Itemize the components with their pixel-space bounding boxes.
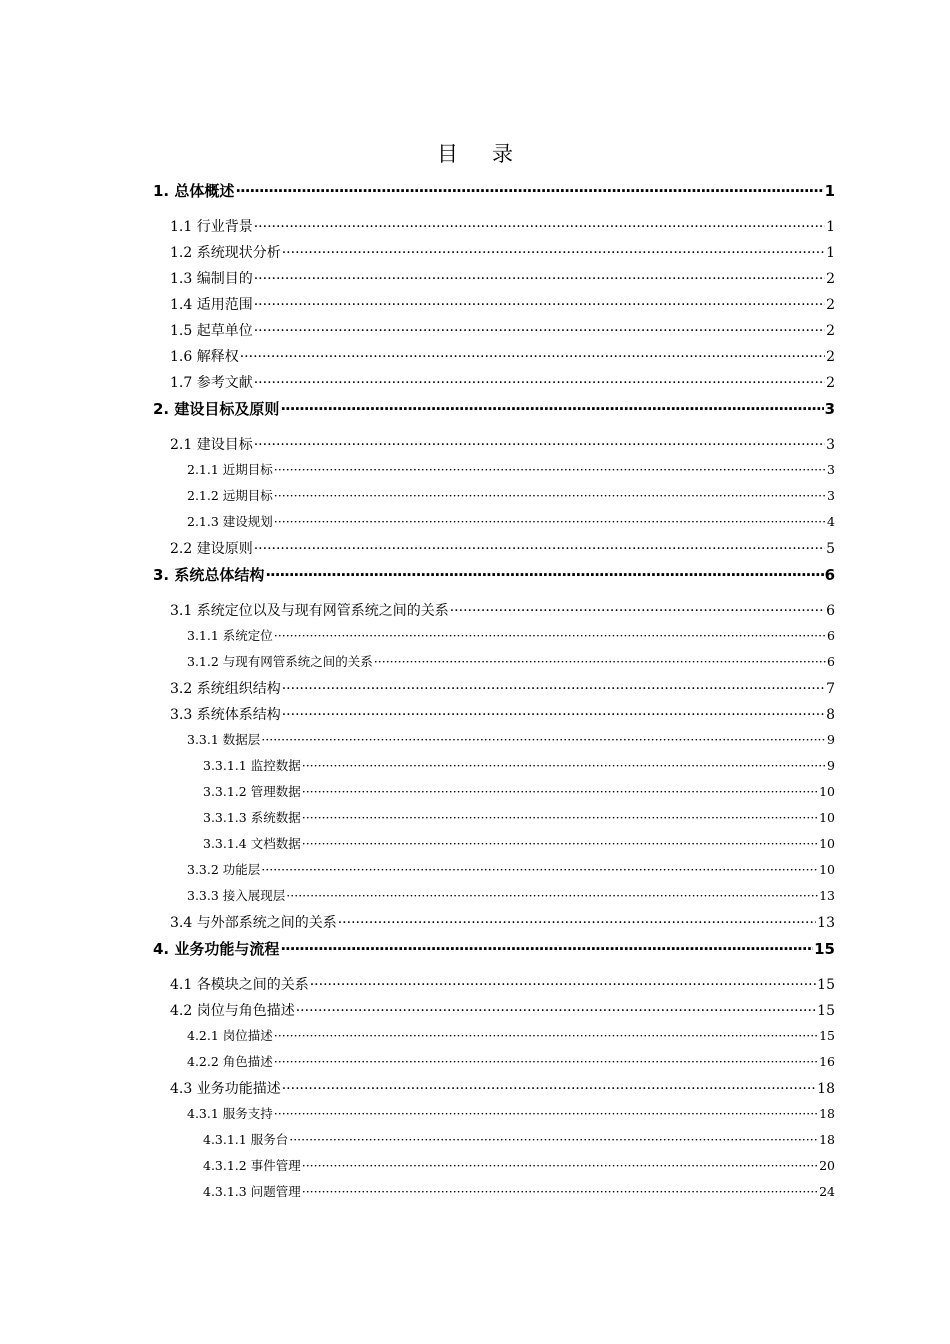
toc-entry-label: 4.2.1 岗位描述 xyxy=(187,1028,273,1043)
toc-entry-label: 3.3 系统体系结构 xyxy=(170,707,281,723)
toc-leader-dots xyxy=(274,1028,818,1043)
toc-leader-dots xyxy=(302,1184,818,1199)
toc-entry-page-number: 2 xyxy=(826,375,835,391)
toc-entry[interactable] xyxy=(170,320,835,340)
toc-entry-label: 4. 业务功能与流程 xyxy=(153,940,280,958)
toc-leader-dots xyxy=(265,566,823,584)
toc-entry[interactable] xyxy=(187,626,835,644)
toc-entry-label: 3.3.3 接入展现层 xyxy=(187,888,286,903)
toc-entry[interactable] xyxy=(170,216,835,236)
toc-entry-page-number: 18 xyxy=(819,1132,835,1147)
toc-entry-page-number: 2 xyxy=(826,297,835,313)
toc-entry[interactable] xyxy=(203,1130,835,1148)
toc-entry[interactable] xyxy=(170,242,835,262)
toc-entry[interactable] xyxy=(187,460,835,478)
toc-entry[interactable] xyxy=(153,938,835,959)
toc-leader-dots xyxy=(254,297,825,313)
toc-entry[interactable] xyxy=(170,346,835,366)
toc-entry[interactable] xyxy=(187,730,835,748)
toc-entry-label: 1. 总体概述 xyxy=(153,182,235,200)
toc-leader-dots xyxy=(274,514,826,529)
toc-leader-dots xyxy=(302,1158,818,1173)
toc-entry-label: 3.3.2 功能层 xyxy=(187,862,261,877)
toc-leader-dots xyxy=(240,349,825,365)
toc-entry[interactable] xyxy=(203,1156,835,1174)
toc-leader-dots xyxy=(254,375,825,391)
toc-entry-page-number: 15 xyxy=(814,940,835,958)
toc-leader-dots xyxy=(235,182,823,200)
toc-entry-page-number: 2 xyxy=(826,349,835,365)
toc-leader-dots xyxy=(374,654,826,669)
toc-leader-dots xyxy=(296,1003,816,1019)
toc-entry-label: 3.3.1 数据层 xyxy=(187,732,261,747)
toc-leader-dots xyxy=(282,707,825,723)
toc-entry-page-number: 15 xyxy=(819,1028,835,1043)
toc-entry[interactable] xyxy=(153,180,835,201)
toc-entry-page-number: 6 xyxy=(827,628,835,643)
toc-entry-page-number: 13 xyxy=(817,915,835,931)
toc-entry-label: 1.7 参考文献 xyxy=(170,375,253,391)
toc-leader-dots xyxy=(274,462,826,477)
toc-entry-label: 4.3.1 服务支持 xyxy=(187,1106,273,1121)
toc-leader-dots xyxy=(254,219,825,235)
toc-entry[interactable] xyxy=(187,1026,835,1044)
toc-leader-dots xyxy=(338,915,816,931)
toc-entry-label: 2.1 建设目标 xyxy=(170,437,253,453)
toc-leader-dots xyxy=(289,1132,818,1147)
toc-entry-page-number: 2 xyxy=(826,323,835,339)
toc-entry-page-number: 10 xyxy=(819,836,835,851)
toc-entry-page-number: 6 xyxy=(824,566,835,584)
toc-leader-dots xyxy=(274,1054,818,1069)
toc-entry-page-number: 10 xyxy=(819,810,835,825)
page-title: 目录 xyxy=(437,142,547,166)
toc-entry[interactable] xyxy=(187,860,835,878)
toc-entry-page-number: 1 xyxy=(824,182,835,200)
toc-entry-label: 2.1.3 建设规划 xyxy=(187,514,273,529)
toc-entry-label: 3.3.1.2 管理数据 xyxy=(203,784,301,799)
toc-leader-dots xyxy=(254,437,825,453)
toc-entry-label: 1.4 适用范围 xyxy=(170,297,253,313)
toc-entry-page-number: 10 xyxy=(819,784,835,799)
toc-entry-label: 3.3.1.4 文档数据 xyxy=(203,836,301,851)
toc-entry[interactable] xyxy=(170,1078,835,1098)
toc-entry[interactable] xyxy=(170,434,835,454)
toc-entry-label: 4.3.1.2 事件管理 xyxy=(203,1158,301,1173)
toc-entry-page-number: 5 xyxy=(826,541,835,557)
toc-leader-dots xyxy=(450,603,825,619)
toc-entry-page-number: 3 xyxy=(827,488,835,503)
toc-entry-label: 3.1.2 与现有网管系统之间的关系 xyxy=(187,654,373,669)
toc-entry[interactable] xyxy=(187,486,835,504)
toc-entry-label: 3.3.1.1 监控数据 xyxy=(203,758,301,773)
toc-entry-label: 3.2 系统组织结构 xyxy=(170,681,281,697)
toc-entry-page-number: 20 xyxy=(819,1158,835,1173)
toc-leader-dots xyxy=(280,400,823,418)
toc-entry[interactable] xyxy=(203,834,835,852)
toc-entry[interactable] xyxy=(203,782,835,800)
toc-entry-page-number: 2 xyxy=(826,271,835,287)
toc-leader-dots xyxy=(254,271,825,287)
toc-leader-dots xyxy=(261,732,826,747)
toc-leader-dots xyxy=(254,323,825,339)
toc-entry-label: 4.3 业务功能描述 xyxy=(170,1081,281,1097)
toc-entry-page-number: 3 xyxy=(826,437,835,453)
toc-leader-dots xyxy=(274,488,826,503)
toc-entry-page-number: 7 xyxy=(826,681,835,697)
toc-entry[interactable] xyxy=(203,808,835,826)
toc-entry-label: 4.1 各模块之间的关系 xyxy=(170,977,309,993)
toc-entry[interactable] xyxy=(187,652,835,670)
toc-entry-page-number: 24 xyxy=(819,1184,835,1199)
toc-entry-label: 4.3.1.3 问题管理 xyxy=(203,1184,301,1199)
toc-entry-page-number: 6 xyxy=(826,603,835,619)
toc-entry-label: 1.3 编制目的 xyxy=(170,271,253,287)
toc-entry-label: 2.1.2 远期目标 xyxy=(187,488,273,503)
toc-entry[interactable] xyxy=(170,268,835,288)
toc-entry[interactable] xyxy=(170,974,835,994)
toc-entry-page-number: 18 xyxy=(817,1081,835,1097)
toc-leader-dots xyxy=(286,888,818,903)
toc-entry-label: 1.2 系统现状分析 xyxy=(170,245,281,261)
toc-leader-dots xyxy=(302,784,818,799)
toc-entry[interactable] xyxy=(170,372,835,392)
toc-entry[interactable] xyxy=(153,564,835,585)
toc-entry-page-number: 9 xyxy=(827,732,835,747)
toc-entry[interactable] xyxy=(170,678,835,698)
toc-leader-dots xyxy=(302,836,818,851)
toc-leader-dots xyxy=(274,1106,818,1121)
toc-entry[interactable] xyxy=(170,294,835,314)
toc-leader-dots xyxy=(254,541,825,557)
toc-entry[interactable] xyxy=(187,1104,835,1122)
toc-entry-label: 1.1 行业背景 xyxy=(170,219,253,235)
toc-entry-page-number: 15 xyxy=(817,1003,835,1019)
toc-leader-dots xyxy=(310,977,816,993)
toc-entry[interactable] xyxy=(170,538,835,558)
toc-entry-label: 4.3.1.1 服务台 xyxy=(203,1132,289,1147)
toc-entry-page-number: 1 xyxy=(826,219,835,235)
toc-entry[interactable] xyxy=(170,912,835,932)
toc-entry[interactable] xyxy=(187,1052,835,1070)
toc-leader-dots xyxy=(274,628,826,643)
toc-entry-label: 4.2.2 角色描述 xyxy=(187,1054,273,1069)
toc-entry[interactable] xyxy=(187,512,835,530)
toc-entry[interactable] xyxy=(153,398,835,419)
toc-entry[interactable] xyxy=(170,704,835,724)
toc-entry-label: 4.2 岗位与角色描述 xyxy=(170,1003,295,1019)
toc-entry-page-number: 3 xyxy=(824,400,835,418)
toc-entry-page-number: 18 xyxy=(819,1106,835,1121)
toc-entry-page-number: 6 xyxy=(827,654,835,669)
toc-leader-dots xyxy=(282,1081,816,1097)
toc-entry-page-number: 10 xyxy=(819,862,835,877)
toc-entry-page-number: 13 xyxy=(819,888,835,903)
toc-entry-page-number: 3 xyxy=(827,462,835,477)
toc-leader-dots xyxy=(302,810,818,825)
toc-entry-page-number: 15 xyxy=(817,977,835,993)
toc-entry-page-number: 9 xyxy=(827,758,835,773)
toc-leader-dots xyxy=(302,758,826,773)
toc-entry-page-number: 1 xyxy=(826,245,835,261)
toc-entry-label: 1.5 起草单位 xyxy=(170,323,253,339)
toc-entry-label: 3.4 与外部系统之间的关系 xyxy=(170,915,337,931)
toc-entry-label: 2.1.1 近期目标 xyxy=(187,462,273,477)
toc-entry[interactable] xyxy=(170,1000,835,1020)
toc-entry-label: 3.1.1 系统定位 xyxy=(187,628,273,643)
toc-entry[interactable] xyxy=(187,886,835,904)
toc-entry[interactable] xyxy=(170,600,835,620)
toc-entry-page-number: 16 xyxy=(819,1054,835,1069)
toc-leader-dots xyxy=(280,940,813,958)
toc-entry-label: 2.2 建设原则 xyxy=(170,541,253,557)
toc-leader-dots xyxy=(261,862,818,877)
toc-entry[interactable] xyxy=(203,756,835,774)
toc-entry-label: 2. 建设目标及原则 xyxy=(153,400,280,418)
toc-entry-label: 3. 系统总体结构 xyxy=(153,566,265,584)
toc-leader-dots xyxy=(282,681,825,697)
toc-entry-page-number: 8 xyxy=(826,707,835,723)
toc-entry-label: 1.6 解释权 xyxy=(170,349,239,365)
toc-entry-label: 3.1 系统定位以及与现有网管系统之间的关系 xyxy=(170,603,449,619)
toc-entry[interactable] xyxy=(203,1182,835,1200)
toc-leader-dots xyxy=(282,245,825,261)
toc-entry-page-number: 4 xyxy=(827,514,835,529)
toc-entry-label: 3.3.1.3 系统数据 xyxy=(203,810,301,825)
